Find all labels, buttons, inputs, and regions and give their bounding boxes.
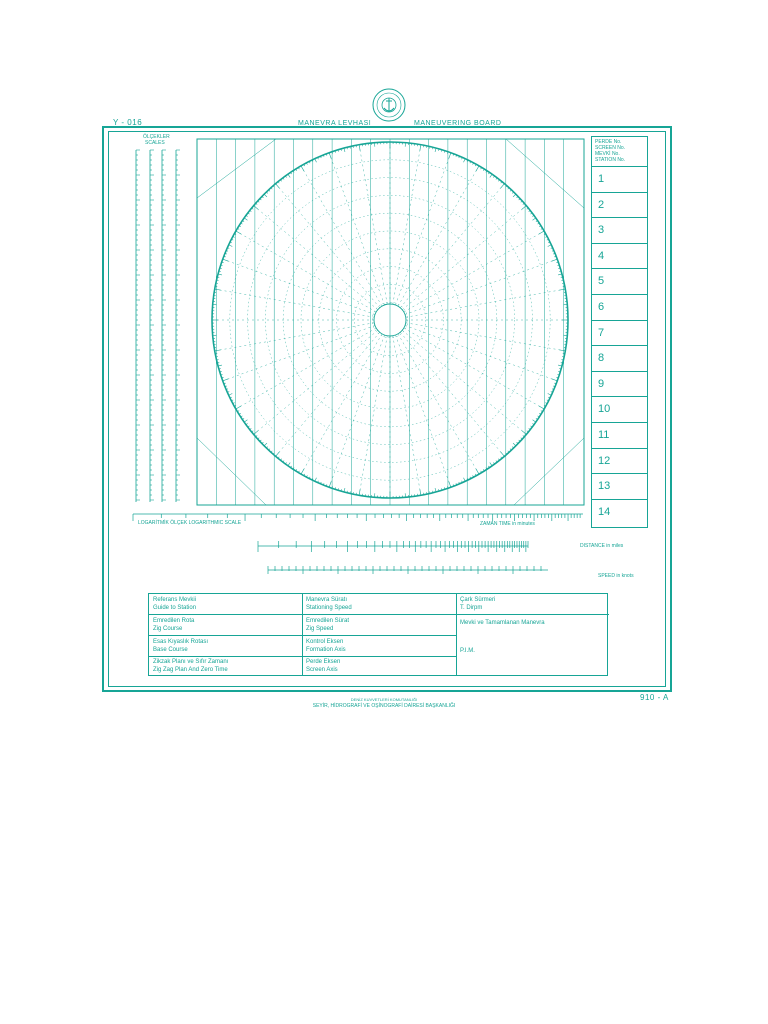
- maneuver-info-table: [148, 593, 608, 676]
- station-no-label-en: STATION No.: [595, 157, 626, 163]
- screen-no-label-en: SCREEN No.: [595, 145, 626, 151]
- footer-line-1: DENİZ KUVVETLERİ KOMUTANLIĞI: [350, 697, 418, 702]
- station-row: 4: [592, 244, 647, 270]
- station-row: 5: [592, 269, 647, 295]
- station-row: 14: [598, 505, 611, 518]
- stationing-speed-label-tr: Manevra Süratı: [306, 597, 348, 603]
- station-table-header: [592, 137, 647, 167]
- station-row: 7: [592, 321, 647, 347]
- seal-emblem: [372, 88, 406, 122]
- screen-axis-label: Screen Axis: [306, 667, 338, 673]
- completed-maneuver-label: Mevki ve Tamamlanan Manevra: [460, 620, 545, 626]
- zigzag-plan-label: Zig Zag Plan And Zero Time: [153, 667, 228, 673]
- base-course-label-tr: Esas Kıyaslık Rotası: [153, 639, 209, 645]
- log-scale-label: LOGARİTMİK ÖLÇEK LOGARITHMIC SCALE: [138, 520, 242, 526]
- station-row: 12: [592, 449, 647, 475]
- distance-label: DISTANCE in miles: [580, 543, 624, 549]
- station-row: 1: [592, 167, 647, 193]
- screen-axis-label-tr: Perde Eksen: [306, 659, 341, 665]
- station-row: 9: [592, 372, 647, 398]
- station-row: 13: [592, 474, 647, 500]
- zig-course-label: Zig Course: [153, 626, 183, 632]
- station-row: 3: [592, 218, 647, 244]
- formation-axis-label-tr: Kontrol Eksen: [306, 639, 344, 645]
- logarithmic-scale: [128, 508, 588, 578]
- footer-line-2: SEYİR, HİDROGRAFİ VE OŞİNOGRAFİ DAİRESİ BAŞKANLIĞI: [312, 703, 456, 709]
- reference-station-label: Referans Mevkii: [153, 597, 197, 603]
- wheel-rpm-label: T. Dirpm: [460, 605, 483, 611]
- station-row: 10: [592, 397, 647, 423]
- station-row: 8: [592, 346, 647, 372]
- zigzag-plan-label-tr: Zikzak Planı ve Sıfır Zamanı: [153, 659, 229, 665]
- guide-to-station-label: Guide to Station: [153, 605, 197, 611]
- screen-no-label-tr: PERDE No.: [595, 139, 622, 145]
- form-number: 910 - A: [640, 693, 669, 702]
- station-row: 2: [592, 193, 647, 219]
- station-row: 11: [592, 423, 647, 449]
- station-table: [591, 136, 648, 528]
- ordered-course-label: Emredilen Rota: [153, 618, 195, 624]
- formation-axis-label: Formation Axis: [306, 647, 346, 653]
- station-row: 6: [592, 295, 647, 321]
- base-course-label: Base Course: [153, 647, 188, 653]
- zig-speed-label-tr: Emredilen Sürat: [306, 618, 350, 624]
- zig-speed-label: Zig Speed: [306, 626, 334, 632]
- polar-plot: [196, 138, 586, 508]
- speed-label: SPEED in knots: [598, 573, 634, 579]
- station-no-label-tr: MEVKİ No.: [595, 151, 620, 157]
- vertical-scales: [128, 146, 188, 506]
- stationing-speed-label: Stationing Speed: [306, 605, 352, 611]
- title-turkish: MANEVRA LEVHASI: [298, 120, 372, 127]
- wheel-rpm-label-tr: Çark Sürmeri: [460, 597, 496, 603]
- title-english: MANEUVERING BOARD: [414, 120, 502, 127]
- form-code: Y - 016: [113, 118, 143, 127]
- time-label: ZAMAN TIME in minutes: [480, 521, 535, 527]
- pim-label: P.I.M.: [460, 648, 475, 654]
- scales-label-en: SCALES: [145, 140, 165, 146]
- scales-label-tr: ÖLÇEKLER: [143, 134, 170, 140]
